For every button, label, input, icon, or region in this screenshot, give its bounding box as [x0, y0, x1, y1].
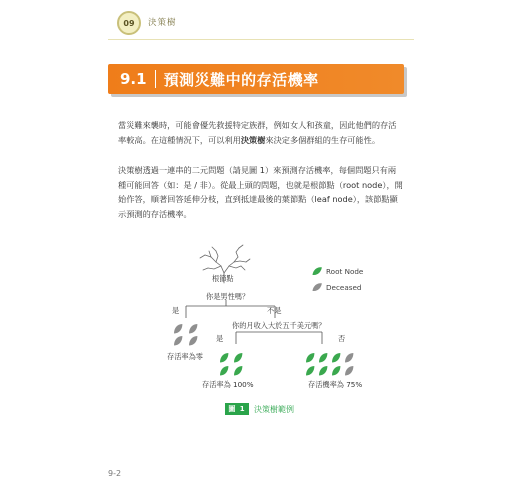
legend-deceased-icon: [312, 282, 321, 292]
bold-term-decision-tree: 決策樹: [240, 134, 266, 145]
leaf-group-survived-all: [220, 353, 242, 379]
leaf-group-survived-75: [306, 353, 353, 375]
question-1-label: 你是男性嗎？: [206, 292, 250, 301]
paragraph-2-line-4: 示預測的存活機率。: [118, 208, 192, 219]
paragraph-1-line-1: 當災難來襲時，可能會優先救援特定族群，例如女人和孩童，因此他們的存活: [118, 120, 397, 130]
section-title: 預測災難中的存活機率: [163, 70, 319, 89]
answer-no-1: 不是: [267, 306, 282, 315]
paragraph-2-line-2: 種可能回答（如：是 / 非）。從最上頭的問題，也就是根節點（root node），開: [118, 179, 403, 190]
figure-badge: 圖 1: [225, 403, 249, 415]
leaf-3-label: 存活機率為 75%: [308, 380, 363, 389]
chapter-title: 決策樹: [148, 18, 177, 28]
leaf-group-deceased: [174, 324, 197, 345]
paragraph-2-line-1: 決策樹透過一連串的二元問題（請見圖 1）來預測存活機率，每個問題只有兩: [118, 165, 397, 175]
legend-root-node-icon: [312, 266, 321, 276]
figure-caption: 決策樹範例: [254, 405, 294, 414]
leaf-2-label: 存活率為 100%: [202, 380, 254, 389]
chapter-badge: 09: [117, 11, 141, 35]
paragraph-1-text: 率較高。在這種情況下，可以利用: [118, 134, 241, 145]
paragraph-2-line-3: 始作答，順著回答延伸分枝，直到抵達最後的葉節點（leaf node），該節點顯: [118, 194, 398, 204]
answer-yes-1: 是: [172, 306, 180, 315]
legend-root-node-label: Root Node: [326, 267, 364, 276]
section-number: 9.1: [120, 70, 147, 88]
question-2-label: 你的月收入大於五千美元嗎？: [232, 321, 326, 330]
paragraph-1-text-tail: 來決定多個群組的生存可能性。: [265, 134, 381, 145]
root-node-label: 根節點: [212, 274, 234, 283]
answer-yes-2: 是: [216, 334, 224, 343]
legend-deceased-label: Deceased: [326, 283, 362, 292]
page-number: 9-2: [108, 469, 122, 478]
leaf-1-label: 存活率為零: [167, 352, 203, 361]
answer-no-2: 否: [338, 334, 346, 343]
